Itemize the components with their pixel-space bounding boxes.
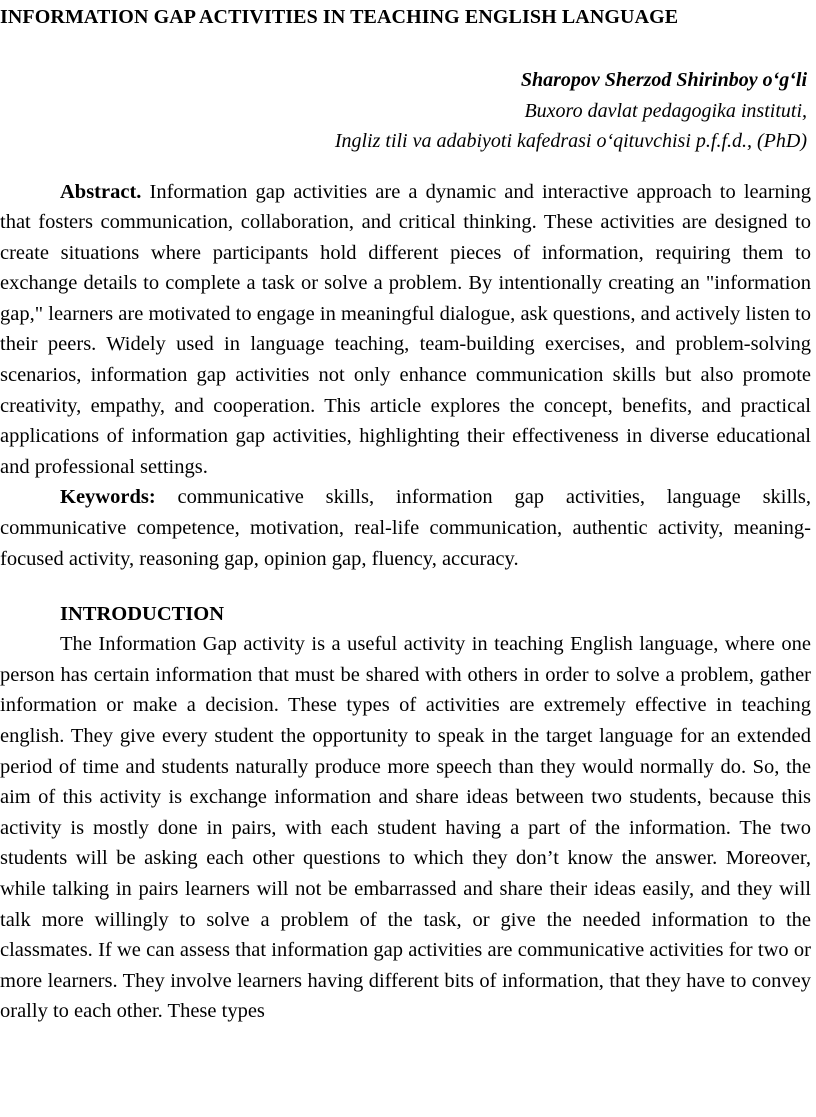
author-name: Sharopov Sherzod Shirinboy o‘g‘li: [520, 69, 807, 91]
abstract-text: Information gap activities are a dynamic and interactive approach to learning that fosters communication, collaboration, and critical thinking. These activities are designed to create situations where participants hold different pieces of information, requiring them to exchange details to complete a task or solve a problem. By intentionally creating an "information gap," learners are motivated to engage in meaningful dialogue, ask questions, and actively listen to their peers. Widely used in language teaching, team-building exercises, and problem-solving scenarios, information gap activities not only enhance communication skills but also promote creativity, empathy, and cooperation. This article explores the concept, benefits, and practical applications of information gap activities, highlighting their effectiveness in diverse educational and professional settings.: [0, 180, 811, 478]
author-affiliation: Buxoro davlat pedagogika instituti,: [524, 99, 807, 122]
author-position: Ingliz tili va adabiyoti kafedrasi o‘qituvchisi p.f.f.d., (PhD): [334, 130, 807, 152]
keywords-label: Keywords:: [60, 486, 156, 509]
author-block: [0, 65, 811, 157]
introduction-heading: INTRODUCTION: [60, 603, 225, 626]
keywords-text: communicative skills, information gap activities, language skills, communicative competence, motivation, real-life communication, authentic activity, meaning-focused activity, reasoning gap, opinion gap, fluency, accuracy.: [0, 486, 812, 570]
paper-title: INFORMATION GAP ACTIVITIES IN TEACHING ENGLISH LANGUAGE: [0, 6, 679, 28]
abstract-label: Abstract.: [60, 180, 142, 203]
introduction-paragraph: The Information Gap activity is a useful activity in teaching English language, where one person has certain information that must be shared with others in order to solve a problem, gather information or make a decision. These types of activities are extremely effective in teaching english. They give every student the opportunity to speak in the target language for an extended period of time and students naturally produce more speech than they would normally do. So, the aim of this activity is exchange information and share ideas between two students, because this activity is mostly done in pairs, with each student having a part of the information. The two students will be asking each other questions to which they don’t know the answer. Moreover, while talking in pairs learners will not be embarrassed and share their ideas easily, and they will talk more willingly to solve a problem of the task, or give the needed information to the classmates. If we can assess that information gap activities are communicative activities for two or more learners. They involve learners having different bits of information, that they have to convey orally to each other. These types: [0, 633, 811, 1023]
keywords-paragraph: [0, 482, 811, 574]
abstract-paragraph: [0, 177, 811, 483]
